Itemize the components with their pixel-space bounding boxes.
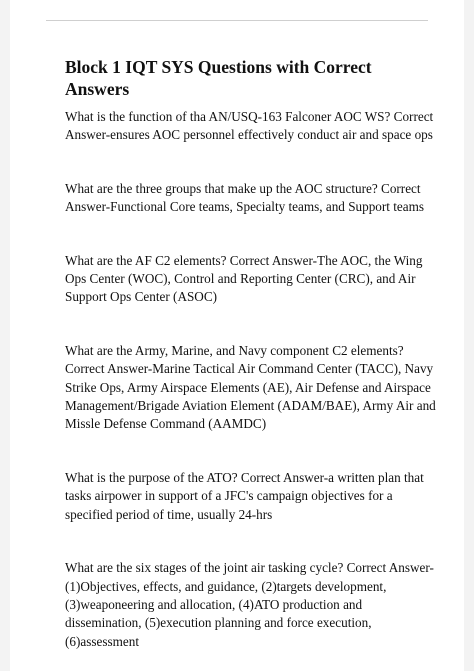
qa-entry-3: What are the AF C2 elements? Correct Answer-The AOC, the Wing Ops Center (WOC), Control and Reporting Center (CRC), and Air Support Ops Center (ASOC) <box>65 252 423 305</box>
document-page <box>10 0 464 671</box>
document-title: Block 1 IQT SYS Questions with Correct Answers <box>65 57 372 99</box>
qa-entry-5: What is the purpose of the ATO? Correct Answer-a written plan that tasks airpower in support of a JFC's campaign objectives for a specified period of time, usually 24-hrs <box>65 469 424 522</box>
qa-entry-1: What is the function of tha AN/USQ-163 Falconer AOC WS? Correct Answer-ensures AOC personnel effectively conduct air and space ops <box>65 109 434 143</box>
qa-entry-6: What are the six stages of the joint air tasking cycle? Correct Answer-(1)Objectives, effects, and guidance, (2)targets development, (3)weaponeering and allocation, (4)ATO production and dissemination, (5)execution planning and force execution, (6)assessment <box>65 560 434 649</box>
header-divider <box>46 20 428 21</box>
qa-entry-4: What are the Army, Marine, and Navy component C2 elements? Correct Answer-Marine Tactical Air Command Center (TACC), Navy Strike Ops, Army Airspace Elements (AE), Air Defense and Airspace Management/Brigade Aviation Element (ADAM/BAE), Army Air and Missle Defense Command (AAMDC) <box>65 342 436 432</box>
qa-entry-2: What are the three groups that make up the AOC structure? Correct Answer-Functional Core teams, Specialty teams, and Support teams <box>65 180 425 215</box>
